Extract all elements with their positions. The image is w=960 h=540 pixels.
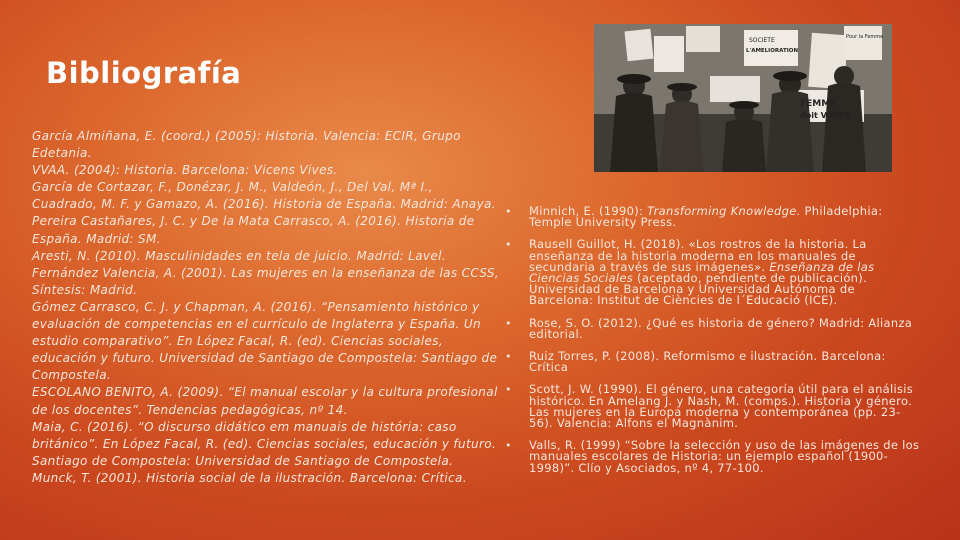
reference-bullet-item: [503, 315, 923, 341]
reference-title: Transforming Knowledge.: [647, 204, 801, 218]
reference-item: Aresti, N. (2010). Masculinidades en tela de juicio. Madrid: Lavel.: [32, 248, 446, 263]
photo-illustration: [594, 24, 892, 172]
reference-item: Maia, C. (2016). “O discurso didático em manuais de história: caso británico”. En López Facal, R. (ed). Ciencias sociales, educación y futuro. Santiago de Compostela: Universidad de Santiago de Compostela.: [32, 419, 497, 468]
left-references: [32, 128, 502, 487]
reference-text: Valls, R. (1999) “Sobre la selección y uso de las imágenes de los manuales escolares de Historia: un ejemplo español (1900-1998)”. Clío y Asociados, nº 4, 77-100.: [529, 438, 920, 475]
reference-bullet-item: [503, 206, 923, 228]
reference-item: Munck, T. (2001). Historia social de la ilustración. Barcelona: Crítica.: [32, 470, 467, 485]
sign-text: SOCIETE: [749, 37, 775, 44]
bullet-icon: •: [505, 350, 512, 364]
reference-item: Pereira Castañares, J. C. y De la Mata Carrasco, A. (2016). Historia de España. Madrid: SM.: [32, 214, 475, 246]
reference-text: (aceptado, pendiente de publicación). Universidad de Barcelona y Universidad Autónoma de Barcelona: Institut de Ciències de l´Educació (ICE).: [529, 271, 867, 308]
reference-item: Gómez Carrasco, C. J. y Chapman, A. (2016). “Pensamiento histórico y evaluación de competencias en el currículo de Inglaterra y España. Un estudio comparativo”. En López Facal, R. (ed). Ciencias sociales, educación y futuro. Universidad de Santiago de Compostela: Santiago de Compostela.: [32, 299, 498, 383]
bullet-icon: •: [505, 383, 512, 397]
sign-text: FEMME: [800, 99, 837, 109]
bullet-icon: •: [505, 439, 512, 453]
reference-bullet-item: [503, 239, 923, 306]
reference-item: Fernández Valencia, A. (2001). Las mujeres en la enseñanza de las CCSS, Síntesis: Madrid.: [32, 265, 499, 297]
sign-text: Pour la Femme: [846, 34, 884, 40]
bullet-icon: •: [505, 238, 512, 252]
reference-bullet-item: [503, 351, 923, 373]
reference-text: Ruiz Torres, P. (2008). Reformismo e ilustración. Barcelona: Crítica: [529, 349, 886, 375]
slide-title: Bibliografía: [46, 56, 242, 90]
reference-title: Enseñanza de las Ciencias Sociales: [529, 259, 875, 286]
reference-text: Minnich, E. (1990):: [529, 204, 648, 218]
right-references: [503, 206, 923, 485]
reference-text: Philadelphia: Temple University Press.: [529, 204, 883, 230]
sign-text: L'AMELIORATION: [746, 48, 799, 54]
reference-item: VVAA. (2004): Historia. Barcelona: Vicens Vives.: [32, 163, 338, 178]
reference-item: ESCOLANO BENITO, A. (2009). “El manual escolar y la cultura profesional de los docentes”. Tendencias pedagógicas, nº 14.: [32, 385, 498, 417]
reference-text: Rausell Guillot, H. (2018). «Los rostros de la historia. La enseñanza de la historia moderna en los manuales de secundaria a través de sus imágenes».: [529, 237, 867, 274]
bullet-icon: •: [505, 205, 512, 218]
reference-item: García de Cortazar, F., Donézar, J. M., Valdeón, J., Del Val, Mª I., Cuadrado, M. F. y Gamazo, A. (2016). Historia de España. Madrid: Anaya.: [32, 180, 496, 212]
bullet-icon: •: [505, 316, 512, 330]
suffragette-photo: [594, 24, 892, 172]
reference-text: Scott, J. W. (1990). El género, una categoría útil para el análisis histórico. En Amelang J. y Nash, M. (comps.). Historia y género. Las mujeres en la Europa moderna y contemporánea (pp. 23-56). Valencia: Alfons el Magnànim.: [529, 382, 914, 431]
reference-bullet-item: [503, 440, 923, 474]
sign-text: doit VOTER: [800, 111, 851, 120]
reference-bullet-item: [503, 384, 923, 429]
reference-item: García Almiñana, E. (coord.) (2005): Historia. Valencia: ECIR, Grupo Edetania.: [32, 129, 461, 161]
reference-text: Rose, S. O. (2012). ¿Qué es historia de género? Madrid: Alianza editorial.: [529, 315, 913, 341]
